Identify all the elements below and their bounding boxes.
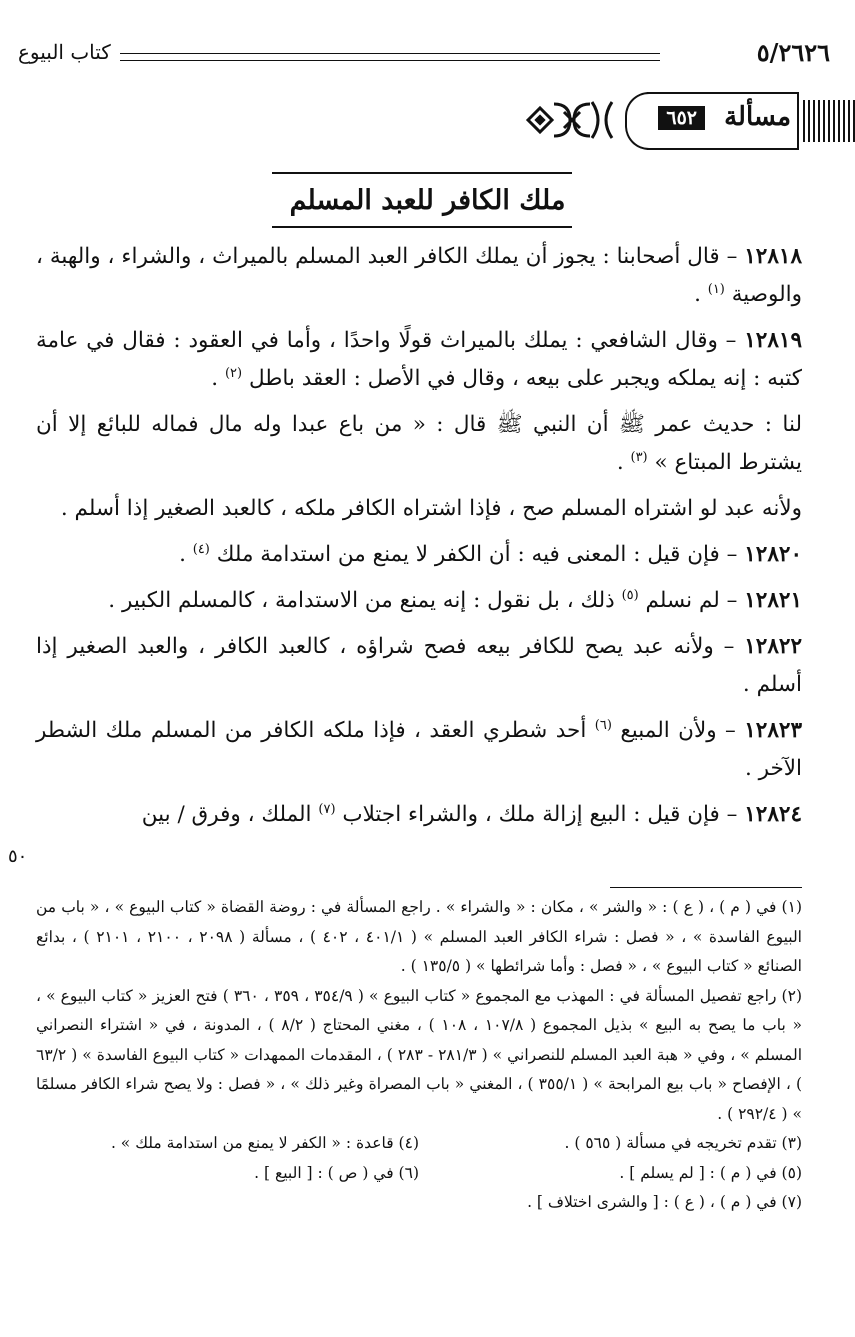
footnote-ref: (٣) bbox=[630, 449, 648, 465]
running-header bbox=[18, 38, 830, 78]
main-text bbox=[36, 238, 802, 842]
issue-banner bbox=[520, 92, 855, 158]
issue-number: ٦٥٢ bbox=[658, 106, 705, 130]
footnotes bbox=[36, 893, 802, 1218]
footnote-separator bbox=[610, 887, 802, 888]
title-rule-top bbox=[272, 172, 572, 174]
book-title: كتاب البيوع bbox=[18, 40, 111, 64]
footnote-ref: (٢) bbox=[224, 365, 243, 381]
footnote: (٦) في ( ص ) : [ البيع ] . bbox=[254, 1163, 419, 1182]
paragraph: ١٢٨٢٢ – ولأنه عبد يصح للكافر بيعه فصح شراؤه ، كالعبد الكافر ، والعبد الصغير إذا أسلم . bbox=[36, 634, 802, 697]
footnote: (١) في ( م ) ، ( ع ) : « والشر » ، مكان : « والشراء » . راجع المسألة في : روضة القضاة « كتاب البيوع » ، « باب من البيوع الفاسدة » ، « فصل : شراء الكافر العبد المسلم » ( ٤٠١/١ ، ٤٠٢ ) ، مسألة ( ٢٠٩٨ ، ٢١٠٠ ، ٢١٠١ ) ، بدائع الصنائع « كتاب البيوع » ، « فصل : وأما شرائطها » ( ١٣٥/٥ ) . bbox=[36, 898, 802, 975]
header-rule bbox=[120, 53, 660, 61]
paragraph: ١٢٨٢١ – لم نسلم $^{(٥)}$ ذلك ، بل نقول : إنه يمنع من الاستدامة ، كالمسلم الكبير . bbox=[108, 587, 802, 613]
paragraph: ١٢٨٢٤ – فإن قيل : البيع إزالة ملك ، والشراء اجتلاب $^{(٧)}$ الملك ، وفرق / بين bbox=[141, 801, 802, 827]
footnote: (٥) في ( م ) : [ لم يسلم ] . bbox=[619, 1163, 802, 1182]
footnote-ref: (٧) bbox=[318, 801, 336, 817]
footnote: (٤) قاعدة : « الكفر لا يمنع من استدامة ملك » . bbox=[110, 1134, 419, 1152]
paragraph: ١٢٨٢٠ – فإن قيل : المعنى فيه : أن الكفر لا يمنع من استدامة ملك $^{(٤)}$ . bbox=[179, 541, 802, 567]
paragraph: ١٢٨١٩ – وقال الشافعي : يملك بالميراث قولًا واحدًا ، وأما في العقود : فقال في عامة كتبه : إنه يملكه ويجبر على بيعه ، وقال في الأصل : العقد باطل $^{(٢)}$ . bbox=[36, 328, 802, 391]
chapter-title: ملك الكافر للعبد المسلم bbox=[289, 185, 566, 216]
margin-page-marker: ٥٠ bbox=[8, 846, 28, 867]
title-rule-bottom bbox=[272, 226, 572, 228]
issue-label: مسألة bbox=[724, 102, 791, 132]
footnote-ref: (٦) bbox=[594, 717, 612, 733]
footnote-row bbox=[36, 1159, 802, 1189]
footnote: (٣) تقدم تخريجه في مسألة ( ٥٦٥ ) . bbox=[564, 1134, 802, 1152]
footnote: (٢) راجع تفصيل المسألة في : المهذب مع المجموع « كتاب البيوع » ( ٣٥٤/٩ ، ٣٥٩ ، ٣٦٠ ) فتح العزيز « كتاب البيوع » ، « باب ما يصح به البيع » بذيل المجموع ( ١٠٧/٨ ، ١٠٨ ) ، مغني المحتاج ( ٨/٢ ) ، المدونة ، في « اشتراء النصراني المسلم » ، وفي « هبة العبد المسلم للنصراني » ( ٢٨١/٣ - ٢٨٣ ) ، المقدمات الممهدات « كتاب البيوع الفاسدة » ( ٦٣/٢ ) ، الإفصاح « باب بيع المرابحة » ( ٣٥٥/١ ) ، المغني « باب المصراة وغير ذلك » ، « فصل : ولا يصح شراء الكافر مسلمًا » ( ٢٩٢/٤ ) . bbox=[36, 986, 803, 1123]
page-number: ٥/٢٦٢٦ bbox=[756, 38, 830, 67]
footnote-ref: (٤) bbox=[192, 541, 210, 557]
footnote-ref: (٥) bbox=[621, 587, 639, 603]
paragraph: ١٢٨٢٣ – ولأن المبيع $^{(٦)}$ أحد شطري العقد ، فإذا ملكه الكافر من المسلم ملك الشطر الآخر . bbox=[36, 717, 802, 781]
footnote: (٧) في ( م ) ، ( ع ) : [ والشرى اختلاف ] . bbox=[527, 1193, 802, 1211]
banner-bars-ornament bbox=[803, 100, 855, 142]
paragraph: ولأنه عبد لو اشتراه المسلم صح ، فإذا اشتراه الكافر ملكه ، كالعبد الصغير إذا أسلم . bbox=[60, 496, 802, 521]
knot-ornament-icon bbox=[520, 94, 630, 146]
paragraph: ١٢٨١٨ – قال أصحابنا : يجوز أن يملك الكافر العبد المسلم بالميراث ، والشراء ، والهبة ، والوصية $^{(١)}$ . bbox=[36, 244, 802, 307]
footnote-ref: (١) bbox=[707, 281, 725, 297]
footnote-row bbox=[36, 1129, 802, 1159]
paragraph: لنا : حديث عمر ﷺ أن النبي ﷺ قال : « من باع عبدا وله مال فماله للبائع إلا أن يشترط المبتاع » $^{(٣)}$ . bbox=[36, 412, 802, 475]
